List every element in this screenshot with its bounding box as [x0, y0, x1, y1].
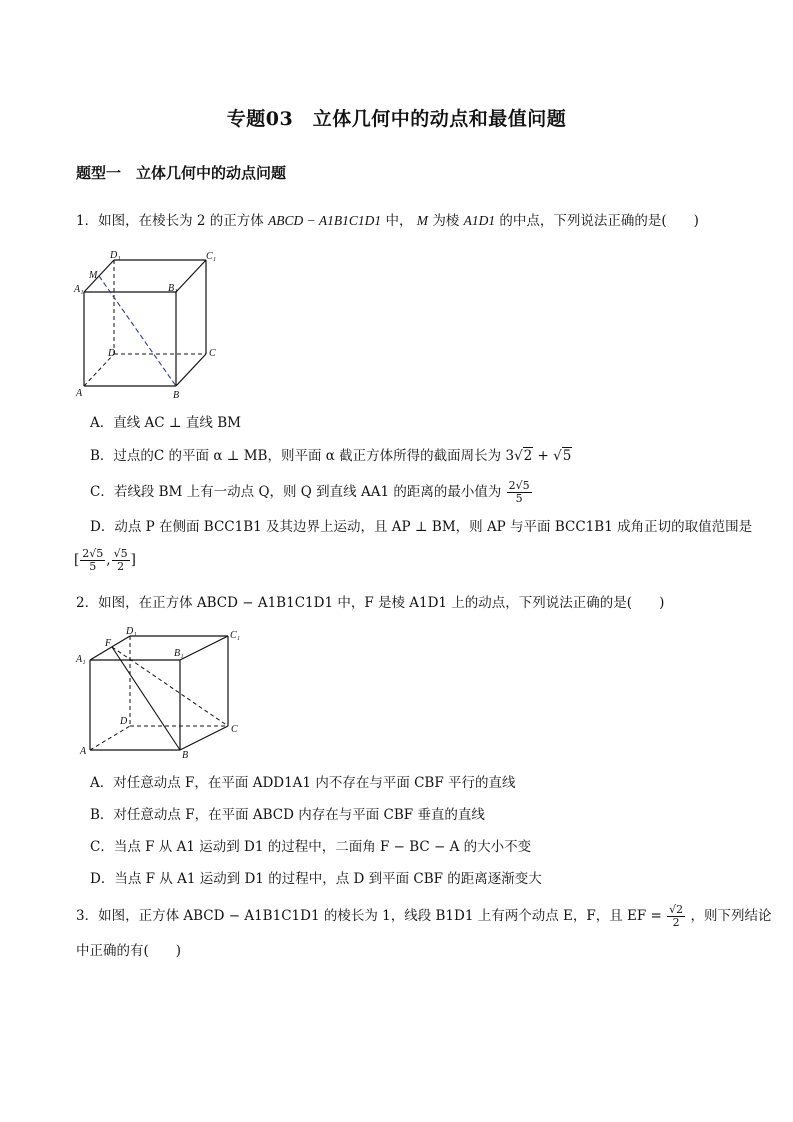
- label-b: B: [173, 390, 180, 400]
- edge-b1c1: [176, 260, 206, 292]
- fraction: $\frac{√2}{2}$: [669, 903, 684, 929]
- segment-fc: [112, 647, 228, 726]
- label-a1: A₁: [76, 654, 86, 665]
- q1-option-d: D．动点 P 在侧面 BCC1B1 及其边界上运动，且 AP ⊥ BM，则 AP 与平面 BCC1B1 成角正切的取值范围是: [90, 519, 753, 535]
- label-b: B: [182, 750, 189, 760]
- edge-bc: [176, 354, 206, 386]
- label-d: D: [108, 348, 116, 359]
- label-a1: A₁: [74, 284, 84, 295]
- q1-option-d-range: [ $\frac{2√5}{5}$ , $\frac{√5}{2}$ ]: [74, 547, 136, 573]
- q1-option-c: C．若线段 BM 上有一动点 Q，则 Q 到直线 AA1 的距离的最小值为 $\frac{2√5}{5}$: [90, 479, 530, 505]
- label-a: A: [80, 746, 87, 757]
- q3-stem: 3．如图，正方体 ABCD − A1B1C1D1 的棱长为 1，线段 B1D1 上有两个动点 E，F，且 EF = $\frac{√2}{2}$ ，则下列结论: [76, 903, 772, 929]
- label-a: A: [76, 388, 83, 399]
- q2-option-a: A．对任意动点 F，在平面 ADD1A1 内不存在与平面 CBF 平行的直线: [90, 775, 516, 791]
- label-d1: D₁: [126, 626, 137, 637]
- q3-stem-continued: 中正确的有( ): [76, 943, 182, 959]
- fraction: $\frac{√5}{2}$: [113, 547, 128, 573]
- label-m: M: [89, 270, 98, 281]
- label-d: D: [120, 716, 128, 727]
- label-b1: B₁: [174, 648, 184, 659]
- label-b1: B₁: [168, 283, 178, 294]
- label-c: C: [209, 348, 216, 359]
- section-heading: 题型一 立体几何中的动点问题: [76, 164, 287, 182]
- fraction: $\frac{2√5}{5}$: [82, 547, 104, 573]
- label-f: F: [105, 638, 112, 649]
- q1-option-b: B．过点的C 的平面 α ⊥ MB，则平面 α 截正方体所得的截面周长为 3√2 + √5: [90, 448, 572, 464]
- q2-cube-figure: [72, 624, 252, 760]
- label-c1: C₁: [230, 630, 241, 641]
- label-d1: D₁: [110, 250, 121, 261]
- page-title: 专题03 立体几何中的动点和最值问题: [226, 108, 567, 130]
- q1-stem: 1．如图，在棱长为 2 的正方体 ABCD − A1B1C1D1 中， M 为棱 A1D1 的中点，下列说法正确的是( ): [76, 213, 699, 229]
- q1-cube-figure: [72, 248, 222, 400]
- q2-stem: 2．如图，在正方体 ABCD − A1B1C1D1 中，F 是棱 A1D1 上的动点，下列说法正确的是( ): [76, 595, 665, 611]
- q1-option-a: A．直线 AC ⊥ 直线 BM: [90, 415, 241, 431]
- q2-option-d: D．当点 F 从 A1 运动到 D1 的过程中，点 D 到平面 CBF 的距离逐渐变大: [90, 871, 542, 887]
- label-c: C: [231, 724, 238, 735]
- q2-option-b: B．对任意动点 F，在平面 ABCD 内存在与平面 CBF 垂直的直线: [90, 807, 485, 823]
- q2-option-c: C．当点 F 从 A1 运动到 D1 的过程中，二面角 F − BC − A 的大小不变: [90, 839, 532, 855]
- label-c1: C₁: [206, 251, 217, 262]
- segment-fb: [112, 647, 180, 750]
- fraction: $\frac{2√5}{5}$: [508, 479, 530, 505]
